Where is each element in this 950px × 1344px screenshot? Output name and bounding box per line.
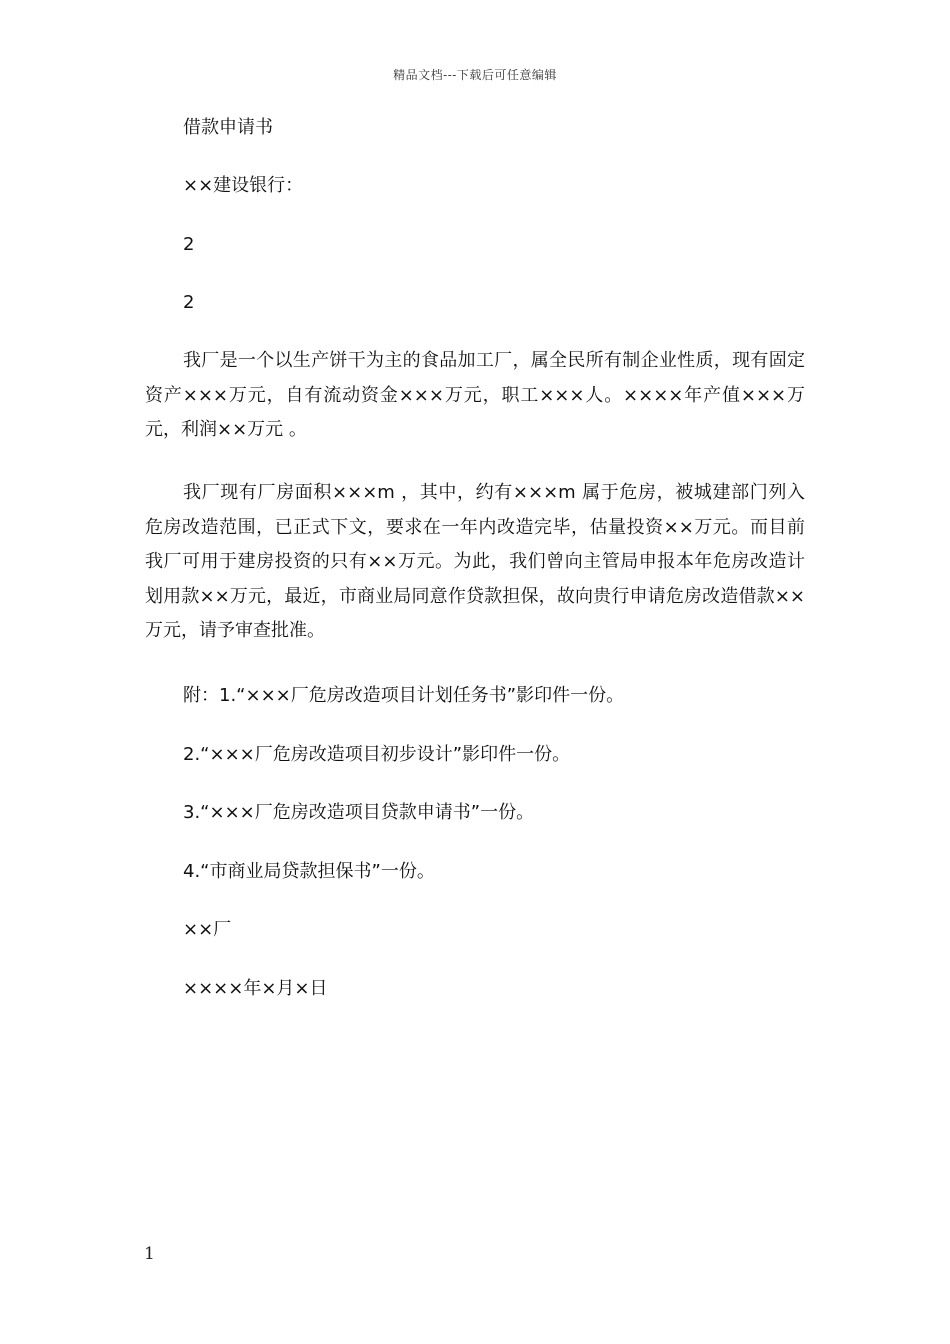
body-paragraph-1: 我厂是一个以生产饼干为主的食品加工厂，属全民所有制企业性质，现有固定资产×××万元，自有流动资金×××万元，职工×××人。××××年产值×××万元，利润××万元 。	[145, 350, 805, 440]
page-number: 1	[144, 1244, 155, 1264]
body-paragraph-2: 我厂现有厂房面积×××m ，其中，约有×××m 属于危房，被城建部门列入危房改造范围，已正式下文，要求在一年内改造完毕，估量投资××万元。而目前我厂可用于建房投资的只有××万元。为此，我们曾向主管局申报本年危房改造计划用款××万元，最近，市商业局同意作贷款担保，故向贵行申请危房改造借款××万元，请予审查批准。	[145, 482, 805, 641]
recipient-line: ××建设银行：	[183, 175, 304, 196]
date-line: ××××年×月×日	[183, 978, 328, 999]
document-title: 借款申请书	[183, 117, 273, 138]
signature-line: ××厂	[183, 919, 232, 940]
numeral-line-2: 2	[183, 292, 195, 313]
page-header: 精品文档---下载后可任意编辑	[393, 68, 557, 82]
attachment-item-3: 3.“×××厂危房改造项目贷款申请书”一份。	[183, 802, 535, 823]
attachment-item-1: 附：1.“×××厂危房改造项目计划任务书”影印件一份。	[183, 685, 625, 706]
attachment-item-2: 2.“×××厂危房改造项目初步设计”影印件一份。	[183, 744, 571, 765]
numeral-line-1: 2	[183, 234, 195, 255]
attachment-item-4: 4.“市商业局贷款担保书”一份。	[183, 861, 435, 882]
